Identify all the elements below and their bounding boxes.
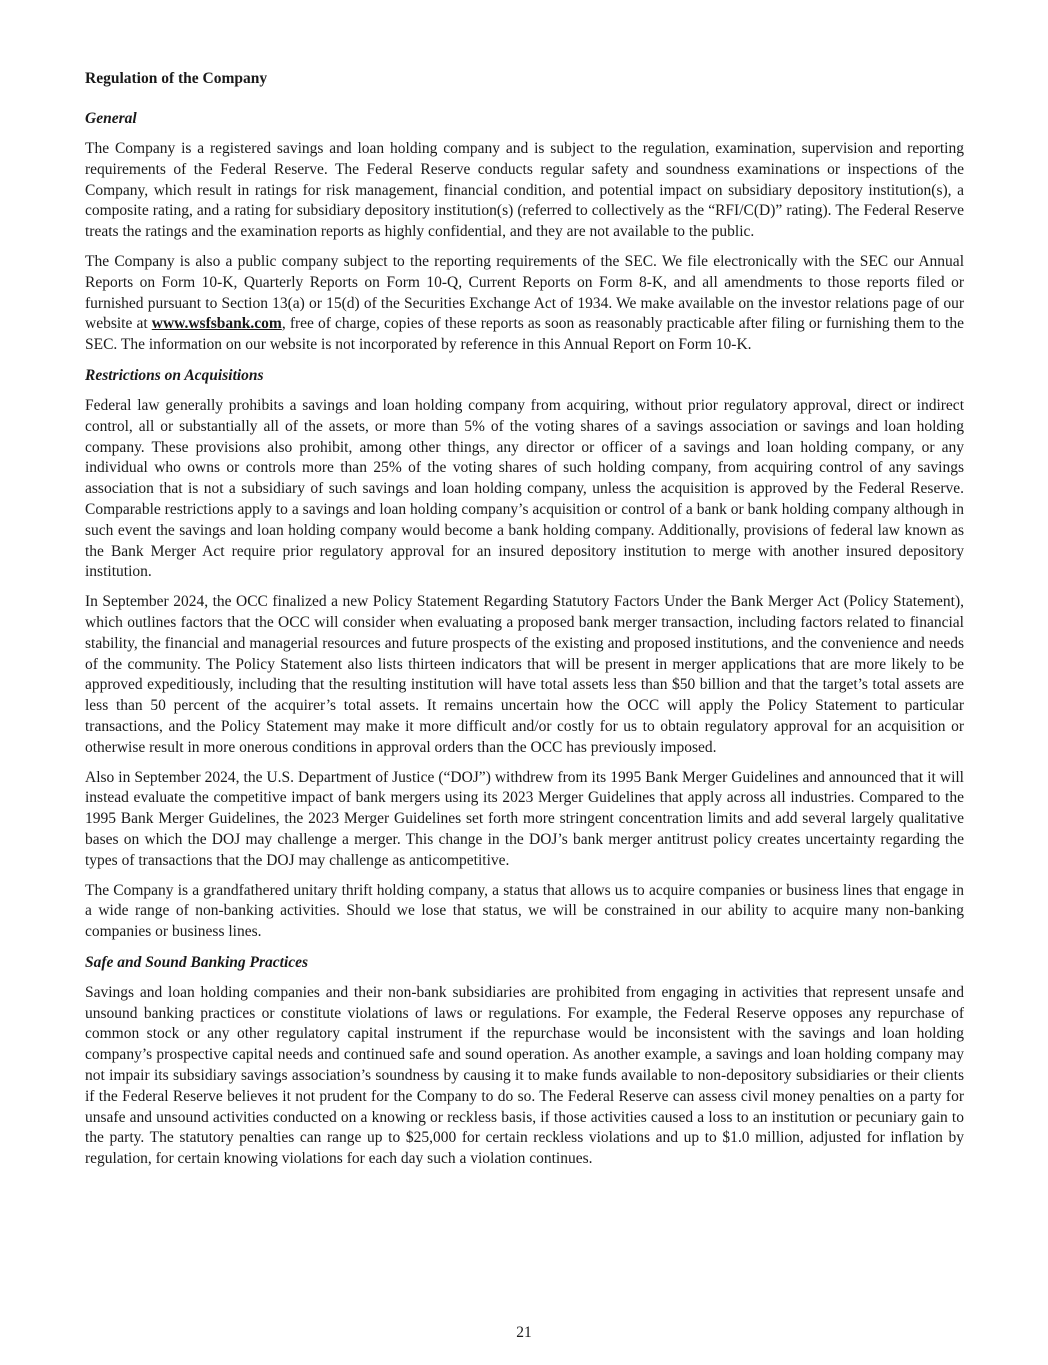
heading-general: General: [85, 110, 137, 127]
website-link[interactable]: www.wsfsbank.com: [151, 315, 282, 333]
document-page: [85, 68, 964, 1179]
paragraph-general-2-text-a: The Company is also a public company subject to the reporting requirements of the SEC. We file electronically with the SEC our Annual Reports on Form 10-K, Quarterly Reports on Form 10-Q, Current Reports on Form 8-K, and all amendments to those reports filed or furnished pursuant to Section 13(a) or 15(d) of the Securities Exchange Act of 1934. We make available on the investor relations page of our website at: [85, 252, 964, 333]
page-number: 21: [516, 1324, 532, 1341]
paragraph-acquisitions-1: Federal law generally prohibits a savings and loan holding company from acquiring, without prior regulatory approval, direct or indirect control, all or substantially all of the assets, or more than 5% of the voting shares of a savings association or savings and loan holding company. These provisions also prohibit, among other things, any director or officer of a savings and loan holding company, or any individual who owns or controls more than 25% of the voting shares of such holding company, from acquiring control of any savings association that is not a subsidiary of such savings and loan holding company, unless the acquisition is approved by the Federal Reserve. Comparable restrictions apply to a savings and loan holding company’s acquisition or control of a bank or bank holding company although in such event the savings and loan holding company would become a bank holding company. Additionally, provisions of federal law known as the Bank Merger Act require prior regulatory approval for an insured depository institution to merge with another insured depository institution.: [85, 396, 964, 581]
heading-safe-and-sound: Safe and Sound Banking Practices: [85, 953, 309, 971]
paragraph-acquisitions-4: The Company is a grandfathered unitary thrift holding company, a status that allows us to acquire companies or business lines that engage in a wide range of non-banking activities. Should we lose that status, we will be constrained in our ability to acquire many non-banking companies or business lines.: [85, 881, 964, 941]
section-title: Regulation of the Company: [85, 70, 268, 87]
paragraph-acquisitions-2: In September 2024, the OCC finalized a new Policy Statement Regarding Statutory Factors Under the Bank Merger Act (Policy Statement), which outlines factors that the OCC will consider when evaluating a proposed bank merger transaction, including factors related to financial stability, the financial and managerial resources and future prospects of the existing and proposed institutions, and the convenience and needs of the community. The Policy Statement also lists thirteen indicators that will be present in merger applications that are more likely to be approved expeditiously, including that the resulting institution will have total assets less than $50 billion and that the target’s total assets are less than 50 percent of the acquirer’s total assets. It remains uncertain how the OCC will apply the Policy Statement to particular transactions, and the Policy Statement may make it more difficult and/or costly for us to obtain regulatory approval for an acquisition or otherwise result in more onerous conditions in approval orders than the OCC has previously imposed.: [85, 593, 964, 756]
paragraph-general-1: The Company is a registered savings and loan holding company and is subject to the regulation, examination, supervision and reporting requirements of the Federal Reserve. The Federal Reserve conducts regular safety and soundness examinations or inspections of the Company, which result in ratings for risk management, financial condition, and potential impact on subsidiary depository institution(s), a composite rating, and a rating for subsidiary depository institution(s) (referred to collectively as the “RFI/C(D)” rating). The Federal Reserve treats the ratings and the examination reports as highly confidential, and they are not available to the public.: [85, 140, 964, 241]
paragraph-acquisitions-3: Also in September 2024, the U.S. Department of Justice (“DOJ”) withdrew from its 1995 Bank Merger Guidelines and announced that it will instead evaluate the competitive impact of bank mergers using its 2023 Merger Guidelines that apply across all industries. Compared to the 1995 Bank Merger Guidelines, the 2023 Merger Guidelines set forth more stringent concentration limits and add several largely qualitative bases on which the DOJ may challenge a merger. This change in the DOJ’s bank merger antitrust policy creates uncertainty regarding the types of transactions that the DOJ may challenge as anticompetitive.: [85, 768, 964, 869]
heading-restrictions-on-acquisitions: Restrictions on Acquisitions: [85, 366, 264, 384]
paragraph-safe-and-sound-1: Savings and loan holding companies and their non-bank subsidiaries are prohibited from engaging in activities that represent unsafe and unsound banking practices or constitute violations of laws or regulations. For example, the Federal Reserve opposes any repurchase of common stock or any other regulatory capital instrument if the repurchase would be inconsistent with the savings and loan holding company’s prospective capital needs and continued safe and sound operation. As another example, a savings and loan holding company may not impair its subsidiary savings association’s soundness by causing it to make funds available to non-depository subsidiaries or their clients if the Federal Reserve believes it not prudent for the Company to do so. The Federal Reserve can assess civil money penalties on a party for unsafe and unsound activities conducted on a knowing or reckless basis, if those activities caused a loss to an institution or pecuniary gain to the party. The statutory penalties can range up to $25,000 for certain reckless violations and up to $1.0 million, adjusted for inflation by regulation, for certain knowing violations for each day such a violation continues.: [85, 983, 964, 1168]
paragraph-general-2: [85, 252, 964, 356]
paragraph-general-2-text-b: , free of charge, copies of these reports as soon as reasonably practicable after filing or furnishing them to the SEC. The information on our website is not incorporated by reference in this Annual Report on Form 10-K.: [85, 315, 964, 354]
